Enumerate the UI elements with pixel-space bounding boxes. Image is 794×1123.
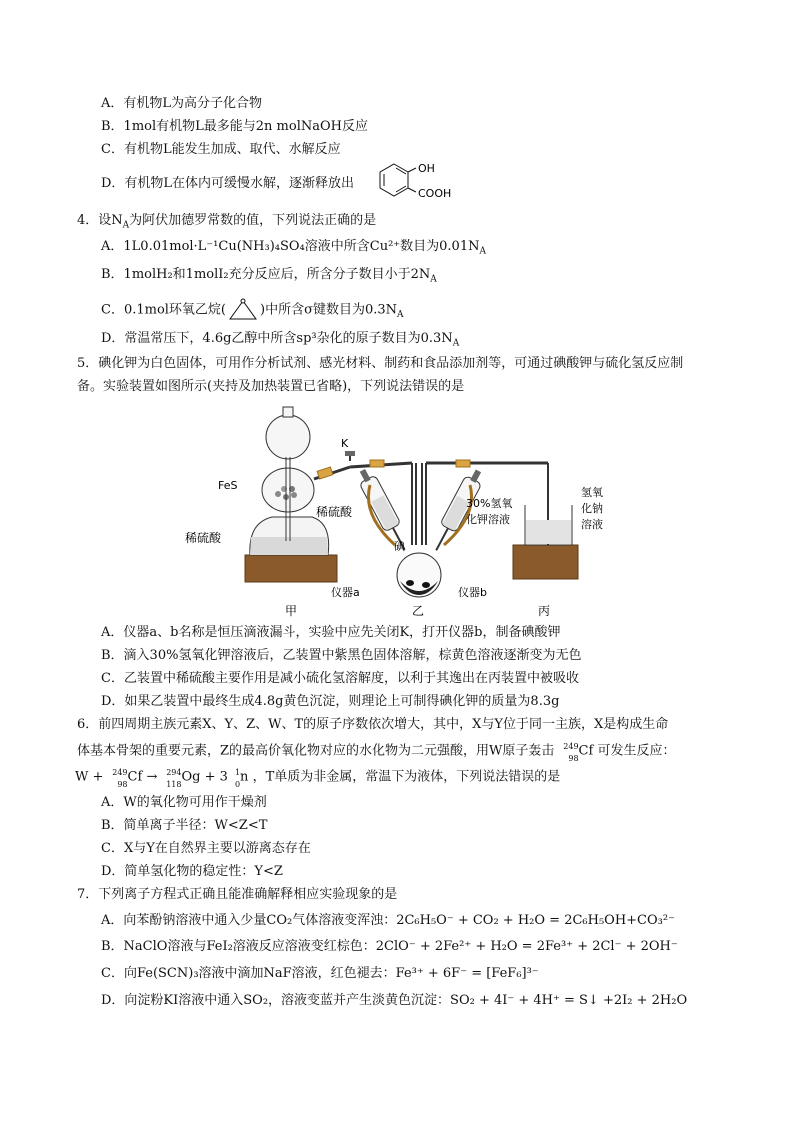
valve-k-label: K [341,437,349,450]
q6-option-a: A．W的氧化物可用作干燥剂 [101,795,267,810]
q4-option-d: D．常温常压下，4.6g乙醇中所含sp³杂化的原子数目为$0.3N_A$ [101,331,460,349]
cooh-label: COOH [418,187,452,200]
koh-label-2: 化钾溶液 [466,513,510,526]
apparatus-jia-label: 甲 [285,604,298,618]
instrument-a-label: 仪器a [331,586,360,599]
q3-option-b: B．1mol有机物L最多能与2n molNaOH反应 [101,119,368,134]
stand-block-bing [513,545,578,579]
q5-stem-line1: 5．碘化钾为白色固体，可用作分析试剂、感光材料、制药和食品添加剂等，可通过碘酸钾与硫化氢反应制 [77,356,684,371]
q7-option-c: C．向Fe(SCN)₃溶液中滴加NaF溶液，红色褪去：Fe³⁺ + 6F⁻ = [FeF₆]³⁻ [101,966,539,981]
instrument-b-label: 仪器b [458,586,487,599]
q7-option-a: A．向苯酚钠溶液中通入少量CO₂气体溶液变浑浊：2C₆H₅O⁻ + CO₂ + H₂O = 2C₆H₅OH+CO₃²⁻ [101,913,675,928]
q7-option-d: D．向淀粉KI溶液中通入SO₂，溶液变蓝并产生淡黄色沉淀：SO₂ + 4I⁻ + 4H⁺ = S↓ +2I₂ + 2H₂O [101,993,688,1008]
apparatus-figure [180,405,603,630]
q6-option-d: D．简单氢化物的稳定性：Y<Z [101,864,283,879]
dilute-acid-label-jia: 稀硫酸 [185,531,222,545]
q4-option-c: C．0.1mol环氧乙烷( )中所含σ键数目为$0.3N_A$ [101,298,404,322]
naoh-label-2: 化钠 [581,502,603,515]
q6-stem-line2: 体基本骨架的重要元素，Z的最高价氧化物对应的水化物为二元强酸，用W原子轰击 249 98 Cf 可发生反应： [77,742,676,763]
apparatus-bing-label: 丙 [538,604,551,618]
q5-stem-line2: 备。实验装置如图所示(夹持及加热装置已省略)，下列说法错误的是 [77,379,465,394]
q5-option-c: C．乙装置中稀硫酸主要作用是减小硫化氢溶解度，以利于其逸出在丙装置中被吸收 [101,671,579,686]
naoh-label-1: 氢氧 [581,486,603,499]
q4-option-a: A．1L0.01mol·L⁻¹Cu(NH₃)₄SO₄溶液中所含Cu²⁺数目为$0.01N_A$ [101,239,486,257]
q6-option-b: B．简单离子半径：W<Z<T [101,818,268,833]
heater-block-jia [245,555,337,582]
q3-option-c: C．有机物L能发生加成、取代、水解反应 [101,142,341,157]
cf-nuclide-numbers: 249 98 [563,742,579,763]
q6-option-c: C．X与Y在自然界主要以游离态存在 [101,841,311,856]
koh-label-1: 30%氢氧 [466,497,513,510]
q5-option-a: A．仪器a、b名称是恒压滴液漏斗，实验中应先关闭K，打开仪器b，制备碘酸钾 [101,625,561,640]
q6-nuclear-equation: W + 249 98 Cf → 294 118 Og + 3 1 0 n ，T单质为非金属，常温下为液体，下列说法错误的是 [75,768,561,789]
q5-option-b: B．滴入30%氢氧化钾溶液后，乙装置中紫黑色固体溶解，棕黄色溶液逐渐变为无色 [101,648,582,663]
q3-option-d: D．有机物L在体内可缓慢水解，逐渐释放出 [101,176,355,191]
q3-option-a: A．有机物L为高分子化合物 [101,96,263,111]
oh-label: OH [418,162,435,175]
fes-label: FeS [218,479,238,492]
q5-option-d: D．如果乙装置中最终生成4.8g黄色沉淀，则理论上可制得碘化钾的质量为8.3g [101,694,560,709]
q6-stem-line1: 6．前四周期主族元素X、Y、Z、W、T的原子序数依次增大，其中，X与Y位于同一主族，X是构成生命 [77,717,669,732]
q4-stem: 4．设$N_A$为阿伏加德罗常数的值，下列说法正确的是 [77,213,377,231]
q7-option-b: B．NaClO溶液与FeI₂溶液反应溶液变红棕色：2ClO⁻ + 2Fe²⁺ + H₂O = 2Fe³⁺ + 2Cl⁻ + 2OH⁻ [101,939,678,954]
q4-option-b: B．1molH₂和1molI₂充分反应后，所含分子数目小于$2N_A$ [101,267,437,285]
q7-stem: 7．下列离子方程式正确且能准确解释相应实验现象的是 [77,887,398,902]
iodine-label: 碘 [394,540,405,553]
epoxide-ring-icon [226,298,260,322]
naoh-label-3: 溶液 [581,518,603,531]
apparatus-yi-label: 乙 [412,604,425,618]
salicylic-acid-structure [378,160,473,202]
dilute-acid-label-yi: 稀硫酸 [316,505,353,519]
